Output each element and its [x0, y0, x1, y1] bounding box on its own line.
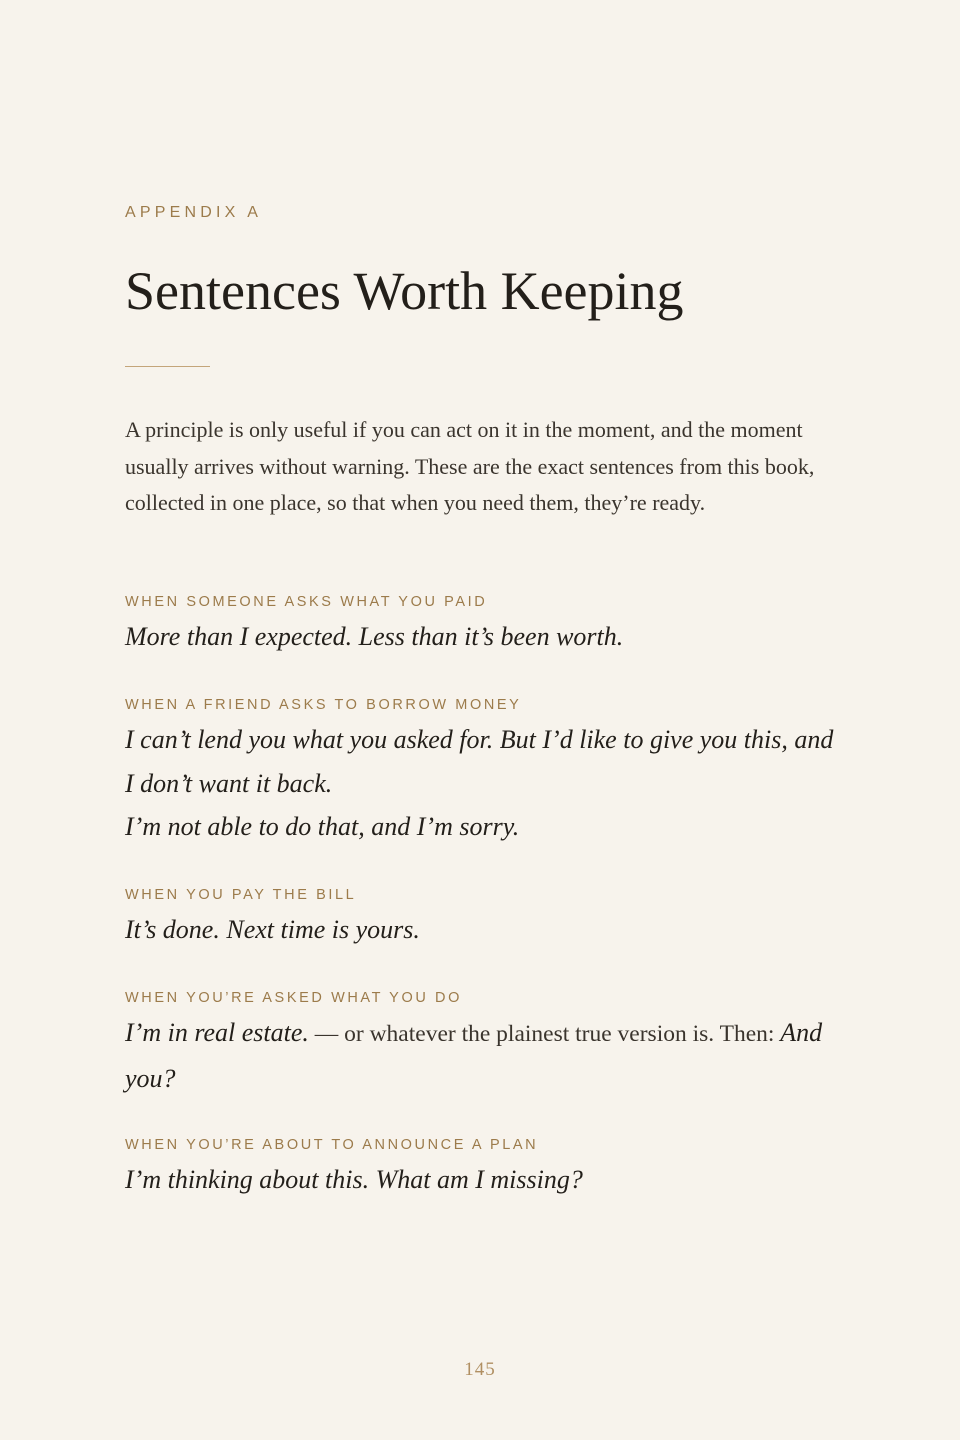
- section-quote: I’m not able to do that, and I’m sorry.: [125, 812, 520, 841]
- section-what-you-paid: [125, 593, 840, 659]
- title-divider: [125, 366, 210, 367]
- section-label: WHEN YOU’RE ASKED WHAT YOU DO: [125, 990, 462, 1006]
- intro-paragraph: A principle is only useful if you can act on it in the moment, and the moment usually arrives without warning. These are the exact sentences from this book, collected in one place, so that when you need them, they’re ready.: [125, 417, 815, 516]
- section-quote: It’s done. Next time is yours.: [125, 915, 420, 944]
- quote-plain-middle: — or whatever the plainest true version is. Then:: [308, 1021, 781, 1047]
- section-what-you-do: [125, 989, 840, 1100]
- section-borrow-money: [125, 696, 840, 849]
- section-quote: More than I expected. Less than it’s been worth.: [125, 622, 624, 651]
- section-quote: [125, 1011, 840, 1100]
- chapter-eyebrow: APPENDIX A: [125, 204, 263, 221]
- section-pay-the-bill: [125, 886, 840, 952]
- book-page: [125, 0, 840, 1440]
- chapter-title: Sentences Worth Keeping: [125, 261, 684, 321]
- page-number: 145: [464, 1359, 496, 1380]
- section-quote: I can’t lend you what you asked for. But I’d like to give you this, and I don’t want it back.: [125, 725, 834, 798]
- section-label: WHEN YOU’RE ABOUT TO ANNOUNCE A PLAN: [125, 1137, 539, 1153]
- section-label: WHEN A FRIEND ASKS TO BORROW MONEY: [125, 697, 522, 713]
- section-announce-plan: [125, 1136, 840, 1202]
- section-label: WHEN SOMEONE ASKS WHAT YOU PAID: [125, 594, 488, 610]
- section-label: WHEN YOU PAY THE BILL: [125, 887, 357, 903]
- quote-italic-start: I’m in real estate.: [125, 1018, 309, 1047]
- quote-italic-end: And you?: [125, 1018, 823, 1093]
- section-quote: I’m thinking about this. What am I missing?: [125, 1165, 583, 1194]
